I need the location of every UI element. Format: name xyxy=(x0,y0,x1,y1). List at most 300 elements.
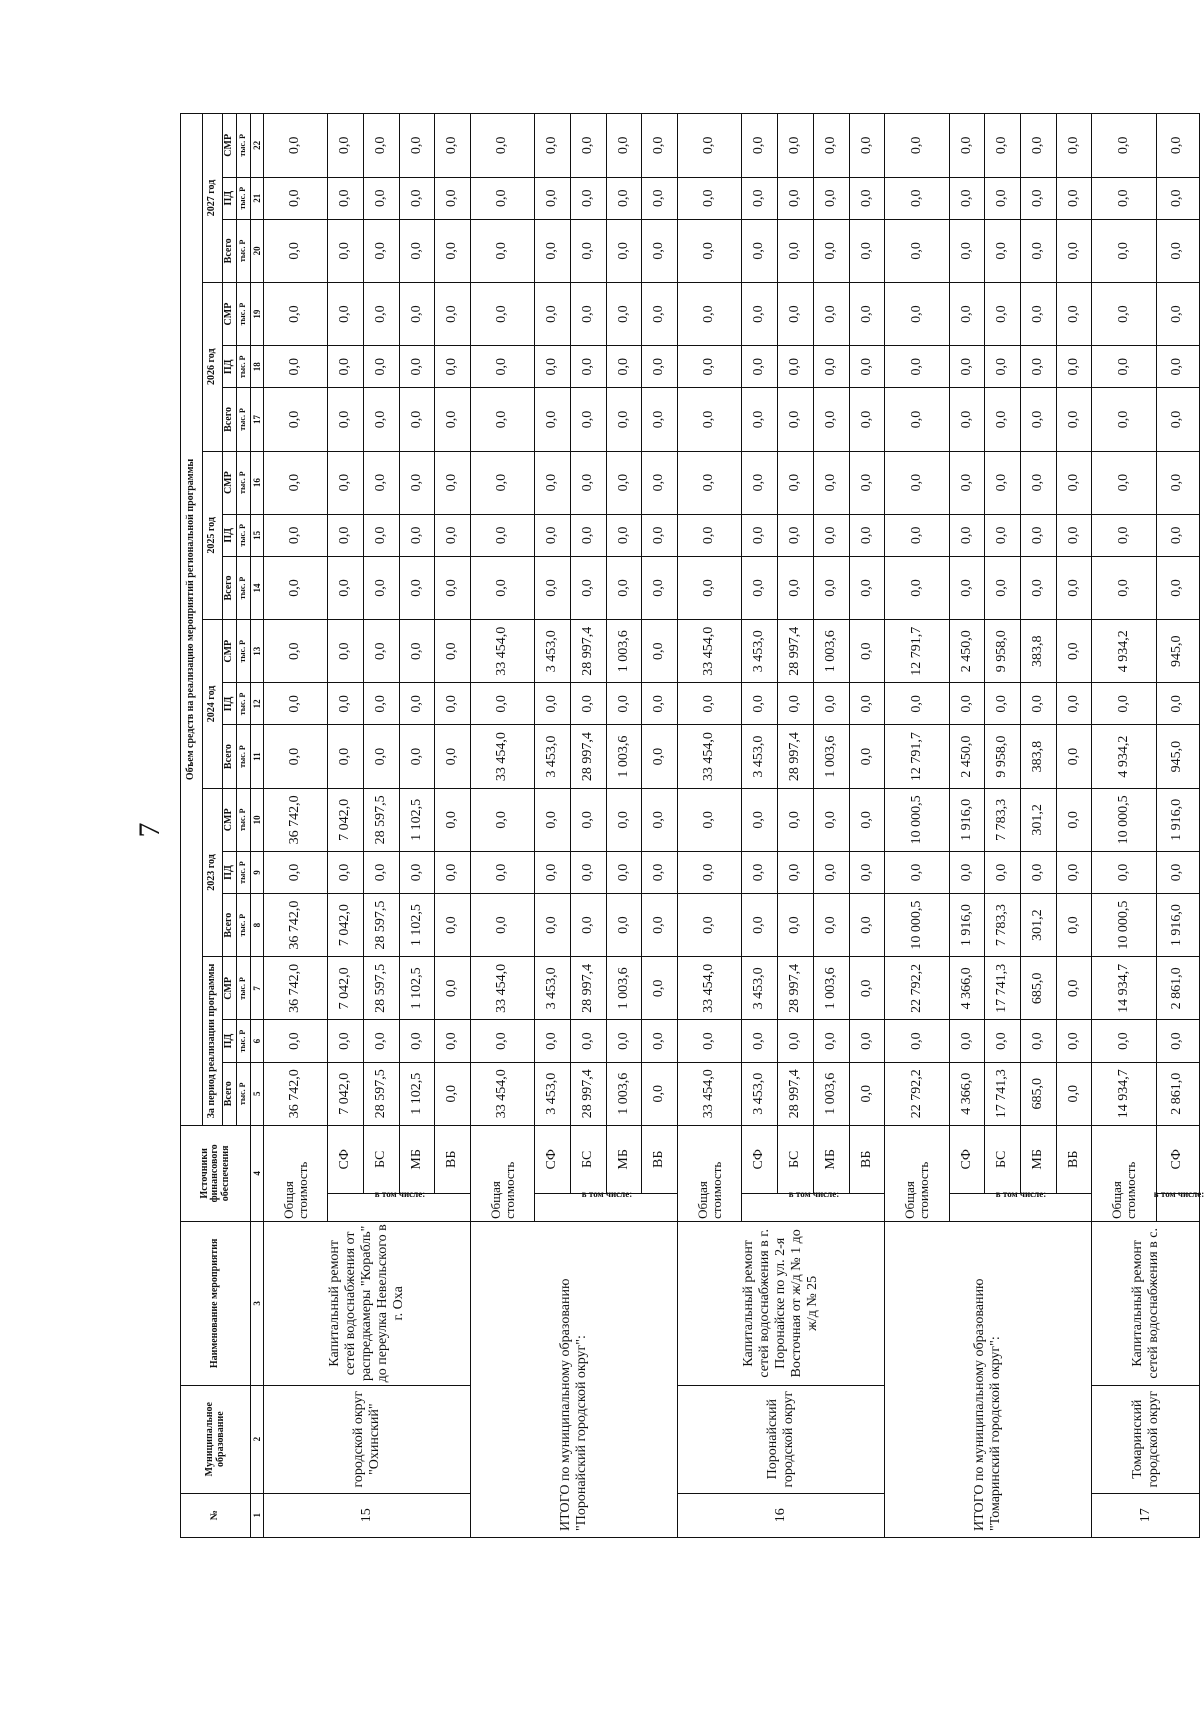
value-cell: 0,0 xyxy=(435,514,471,556)
value-cell: 0,0 xyxy=(364,346,400,388)
value-cell: 0,0 xyxy=(813,894,849,957)
value-cell: 0,0 xyxy=(471,114,535,178)
source-code: ВБ xyxy=(435,1125,471,1193)
value-cell: 0,0 xyxy=(328,219,364,282)
source-code: ВБ xyxy=(849,1125,885,1193)
value-cell: 0,0 xyxy=(885,1020,949,1062)
value-cell: 0,0 xyxy=(813,346,849,388)
header-unit: тыс. Р xyxy=(237,1020,251,1062)
value-cell: 0,0 xyxy=(571,219,607,282)
value-cell: 0,0 xyxy=(399,346,435,388)
value-cell: 0,0 xyxy=(742,451,778,514)
value-cell: 0,0 xyxy=(849,219,885,282)
column-number: 10 xyxy=(251,788,264,851)
value-cell: 0,0 xyxy=(328,620,364,683)
value-cell: 0,0 xyxy=(264,851,328,893)
value-cell: 0,0 xyxy=(1056,282,1092,345)
value-cell: 0,0 xyxy=(885,451,949,514)
value-cell: 0,0 xyxy=(606,556,642,619)
in-that-number-text: в том числе: xyxy=(1153,1188,1204,1199)
value-cell: 0,0 xyxy=(642,219,678,282)
column-number: 16 xyxy=(251,451,264,514)
value-cell: 0,0 xyxy=(949,219,985,282)
value-cell: 0,0 xyxy=(435,282,471,345)
value-cell: 3 453,0 xyxy=(742,957,778,1020)
value-cell: 0,0 xyxy=(328,177,364,219)
value-cell: 0,0 xyxy=(606,388,642,451)
value-cell: 0,0 xyxy=(364,114,400,178)
value-cell: 33 454,0 xyxy=(471,620,535,683)
value-cell: 0,0 xyxy=(264,725,328,788)
value-cell: 0,0 xyxy=(535,514,571,556)
value-cell: 0,0 xyxy=(949,514,985,556)
value-cell: 0,0 xyxy=(813,1020,849,1062)
in-that-number-text: в том числе: xyxy=(374,1188,426,1199)
value-cell: 1 003,6 xyxy=(606,957,642,1020)
value-cell: 3 453,0 xyxy=(742,620,778,683)
value-cell: 0,0 xyxy=(849,725,885,788)
value-cell: 0,0 xyxy=(778,514,814,556)
value-cell: 0,0 xyxy=(435,388,471,451)
source-code: БС xyxy=(985,1125,1021,1193)
value-cell: 0,0 xyxy=(849,957,885,1020)
value-cell: 0,0 xyxy=(1092,451,1156,514)
value-cell: 0,0 xyxy=(849,514,885,556)
value-cell: 0,0 xyxy=(1156,219,1199,282)
source-total-cost: Общая стоимость xyxy=(471,1125,535,1221)
in-that-number-label xyxy=(328,1188,471,1221)
column-number: 7 xyxy=(251,957,264,1020)
value-cell: 0,0 xyxy=(1056,851,1092,893)
value-cell: 0,0 xyxy=(849,1020,885,1062)
value-cell: 0,0 xyxy=(642,114,678,178)
value-cell: 301,2 xyxy=(1020,788,1056,851)
value-cell: 0,0 xyxy=(678,514,742,556)
row-number: 16 xyxy=(678,1493,885,1537)
value-cell: 0,0 xyxy=(328,556,364,619)
value-cell: 0,0 xyxy=(435,556,471,619)
header-sublabel: Всего xyxy=(223,388,237,451)
value-cell: 0,0 xyxy=(985,177,1021,219)
value-cell: 0,0 xyxy=(813,388,849,451)
value-cell: 0,0 xyxy=(849,451,885,514)
value-cell: 28 997,4 xyxy=(571,725,607,788)
value-cell: 0,0 xyxy=(399,725,435,788)
source-code: БС xyxy=(778,1125,814,1193)
value-cell: 0,0 xyxy=(813,788,849,851)
header-unit: тыс. Р xyxy=(237,683,251,725)
header-sublabel: Всего xyxy=(223,725,237,788)
header-sublabel: СМР xyxy=(223,282,237,345)
value-cell: 0,0 xyxy=(571,282,607,345)
value-cell: 0,0 xyxy=(642,620,678,683)
value-cell: 0,0 xyxy=(435,957,471,1020)
value-cell: 0,0 xyxy=(742,894,778,957)
value-cell: 1 003,6 xyxy=(606,620,642,683)
value-cell: 0,0 xyxy=(742,282,778,345)
header-year-2023: 2023 год xyxy=(203,788,223,957)
value-cell: 0,0 xyxy=(1020,219,1056,282)
column-number: 6 xyxy=(251,1020,264,1062)
value-cell: 33 454,0 xyxy=(678,725,742,788)
value-cell: 0,0 xyxy=(471,282,535,345)
value-cell: 0,0 xyxy=(849,788,885,851)
value-cell: 0,0 xyxy=(1156,451,1199,514)
header-year-2027: 2027 год xyxy=(203,114,223,283)
source-code: МБ xyxy=(606,1125,642,1193)
value-cell: 10 000,5 xyxy=(885,894,949,957)
header-sublabel: ПД xyxy=(223,177,237,219)
value-cell: 0,0 xyxy=(571,114,607,178)
value-cell: 0,0 xyxy=(813,177,849,219)
value-cell: 0,0 xyxy=(606,282,642,345)
value-cell: 0,0 xyxy=(535,451,571,514)
value-cell: 0,0 xyxy=(399,177,435,219)
value-cell: 0,0 xyxy=(364,556,400,619)
header-year-2024: 2024 год xyxy=(203,620,223,789)
value-cell: 1 003,6 xyxy=(813,957,849,1020)
value-cell: 0,0 xyxy=(399,282,435,345)
value-cell: 2 450,0 xyxy=(949,725,985,788)
value-cell: 0,0 xyxy=(328,851,364,893)
header-unit: тыс. Р xyxy=(237,620,251,683)
value-cell: 0,0 xyxy=(1056,1062,1092,1125)
value-cell: 0,0 xyxy=(1156,177,1199,219)
source-total-cost: Общая стоимость xyxy=(264,1125,328,1221)
value-cell: 0,0 xyxy=(435,451,471,514)
value-cell: 0,0 xyxy=(471,514,535,556)
value-cell: 0,0 xyxy=(435,620,471,683)
value-cell: 2 861,0 xyxy=(1156,1062,1199,1125)
value-cell: 0,0 xyxy=(742,556,778,619)
header-year-2026: 2026 год xyxy=(203,282,223,451)
value-cell: 1 916,0 xyxy=(949,788,985,851)
value-cell: 0,0 xyxy=(778,1020,814,1062)
value-cell: 0,0 xyxy=(606,514,642,556)
value-cell: 0,0 xyxy=(1020,388,1056,451)
value-cell: 1 102,5 xyxy=(399,957,435,1020)
value-cell: 0,0 xyxy=(778,388,814,451)
value-cell: 0,0 xyxy=(849,388,885,451)
source-code: МБ xyxy=(813,1125,849,1193)
value-cell: 0,0 xyxy=(642,1062,678,1125)
in-that-number-text: в том числе: xyxy=(996,1188,1047,1199)
value-cell: 0,0 xyxy=(264,346,328,388)
value-cell: 28 997,4 xyxy=(571,957,607,1020)
budget-table xyxy=(180,113,1204,1538)
value-cell: 14 934,7 xyxy=(1092,1062,1156,1125)
value-cell: 0,0 xyxy=(606,894,642,957)
value-cell: 0,0 xyxy=(642,514,678,556)
value-cell: 0,0 xyxy=(399,514,435,556)
value-cell: 0,0 xyxy=(328,451,364,514)
value-cell: 0,0 xyxy=(328,725,364,788)
value-cell: 0,0 xyxy=(949,282,985,345)
value-cell: 0,0 xyxy=(1020,1020,1056,1062)
value-cell: 0,0 xyxy=(1056,957,1092,1020)
value-cell: 0,0 xyxy=(364,1020,400,1062)
value-cell: 0,0 xyxy=(264,388,328,451)
value-cell: 0,0 xyxy=(535,388,571,451)
value-cell: 0,0 xyxy=(949,451,985,514)
header-unit: тыс. Р xyxy=(237,788,251,851)
value-cell: 0,0 xyxy=(535,556,571,619)
column-number: 8 xyxy=(251,894,264,957)
value-cell: 945,0 xyxy=(1156,725,1199,788)
value-cell: 12 791,7 xyxy=(885,725,949,788)
value-cell: 0,0 xyxy=(642,725,678,788)
event-row xyxy=(678,114,742,1538)
value-cell: 0,0 xyxy=(1056,725,1092,788)
total-row xyxy=(885,114,949,1538)
value-cell: 0,0 xyxy=(778,346,814,388)
value-cell: 0,0 xyxy=(1020,346,1056,388)
header-unit: тыс. Р xyxy=(237,851,251,893)
value-cell: 0,0 xyxy=(678,177,742,219)
value-cell: 0,0 xyxy=(678,851,742,893)
value-cell: 0,0 xyxy=(435,894,471,957)
column-number: 2 xyxy=(251,1385,264,1493)
value-cell: 0,0 xyxy=(399,219,435,282)
value-cell: 3 453,0 xyxy=(535,725,571,788)
municipality-name: Томаринский городской округ xyxy=(1092,1385,1200,1493)
value-cell: 7 042,0 xyxy=(328,957,364,1020)
value-cell: 0,0 xyxy=(606,451,642,514)
value-cell: 0,0 xyxy=(399,114,435,178)
value-cell: 0,0 xyxy=(471,851,535,893)
value-cell: 0,0 xyxy=(642,451,678,514)
value-cell: 0,0 xyxy=(1056,177,1092,219)
header-sublabel: Всего xyxy=(223,219,237,282)
column-number: 13 xyxy=(251,620,264,683)
value-cell: 17 741,3 xyxy=(985,957,1021,1020)
value-cell: 0,0 xyxy=(328,683,364,725)
value-cell: 0,0 xyxy=(1156,851,1199,893)
value-cell: 0,0 xyxy=(678,282,742,345)
value-cell: 28 997,4 xyxy=(571,1062,607,1125)
value-cell: 0,0 xyxy=(742,683,778,725)
value-cell: 0,0 xyxy=(606,683,642,725)
value-cell: 0,0 xyxy=(1020,451,1056,514)
source-code: МБ xyxy=(1020,1125,1056,1193)
value-cell: 383,8 xyxy=(1020,620,1056,683)
value-cell: 0,0 xyxy=(885,114,949,178)
value-cell: 0,0 xyxy=(1056,514,1092,556)
value-cell: 0,0 xyxy=(606,851,642,893)
value-cell: 0,0 xyxy=(328,282,364,345)
value-cell: 0,0 xyxy=(471,788,535,851)
value-cell: 1 003,6 xyxy=(813,725,849,788)
value-cell: 0,0 xyxy=(813,282,849,345)
value-cell: 1 916,0 xyxy=(1156,788,1199,851)
value-cell: 0,0 xyxy=(535,683,571,725)
value-cell: 22 792,2 xyxy=(885,957,949,1020)
value-cell: 0,0 xyxy=(742,346,778,388)
value-cell: 0,0 xyxy=(435,1020,471,1062)
source-code: СФ xyxy=(328,1125,364,1193)
column-number: 18 xyxy=(251,346,264,388)
source-total-cost: Общая стоимость xyxy=(1092,1125,1156,1221)
value-cell: 0,0 xyxy=(1056,894,1092,957)
in-that-number-label xyxy=(1153,1188,1204,1221)
value-cell: 301,2 xyxy=(1020,894,1056,957)
value-cell: 0,0 xyxy=(849,851,885,893)
value-cell: 28 997,4 xyxy=(778,957,814,1020)
value-cell: 0,0 xyxy=(606,114,642,178)
header-unit: тыс. Р xyxy=(237,556,251,619)
value-cell: 0,0 xyxy=(535,282,571,345)
value-cell: 0,0 xyxy=(571,1020,607,1062)
value-cell: 7 042,0 xyxy=(328,1062,364,1125)
value-cell: 0,0 xyxy=(642,388,678,451)
column-number: 3 xyxy=(251,1221,264,1385)
value-cell: 0,0 xyxy=(535,219,571,282)
value-cell: 0,0 xyxy=(885,282,949,345)
value-cell: 0,0 xyxy=(885,219,949,282)
event-name: Капитальный ремонт сетей водоснабжения в г. Поронайске по ул. 2-я Восточная от ж/д № 1 до ж/д № 25 xyxy=(678,1221,885,1385)
value-cell: 33 454,0 xyxy=(471,725,535,788)
in-that-number-text: в том числе: xyxy=(582,1188,633,1199)
value-cell: 0,0 xyxy=(813,114,849,178)
value-cell: 0,0 xyxy=(742,114,778,178)
value-cell: 0,0 xyxy=(985,683,1021,725)
value-cell: 0,0 xyxy=(1092,1020,1156,1062)
value-cell: 0,0 xyxy=(742,177,778,219)
source-code: СФ xyxy=(1156,1125,1199,1193)
value-cell: 0,0 xyxy=(471,1020,535,1062)
column-number: 14 xyxy=(251,556,264,619)
value-cell: 0,0 xyxy=(328,1020,364,1062)
value-cell: 3 453,0 xyxy=(535,620,571,683)
value-cell: 0,0 xyxy=(885,683,949,725)
value-cell: 0,0 xyxy=(678,1020,742,1062)
in-that-number-label xyxy=(949,1188,1092,1221)
header-sublabel: ПД xyxy=(223,683,237,725)
value-cell: 0,0 xyxy=(1020,282,1056,345)
value-cell: 0,0 xyxy=(742,851,778,893)
value-cell: 0,0 xyxy=(642,683,678,725)
value-cell: 1 003,6 xyxy=(813,620,849,683)
header-sublabel: СМР xyxy=(223,114,237,178)
value-cell: 0,0 xyxy=(435,683,471,725)
value-cell: 0,0 xyxy=(435,346,471,388)
value-cell: 0,0 xyxy=(778,451,814,514)
value-cell: 0,0 xyxy=(849,683,885,725)
value-cell: 0,0 xyxy=(399,556,435,619)
header-unit: тыс. Р xyxy=(237,1062,251,1125)
municipality-name: Поронайский городской округ xyxy=(678,1385,885,1493)
value-cell: 0,0 xyxy=(1156,346,1199,388)
value-cell: 0,0 xyxy=(1020,683,1056,725)
value-cell: 0,0 xyxy=(949,556,985,619)
value-cell: 1 916,0 xyxy=(949,894,985,957)
value-cell: 1 916,0 xyxy=(1156,894,1199,957)
value-cell: 0,0 xyxy=(535,346,571,388)
value-cell: 0,0 xyxy=(949,114,985,178)
value-cell: 0,0 xyxy=(571,788,607,851)
value-cell: 0,0 xyxy=(606,346,642,388)
value-cell: 0,0 xyxy=(399,451,435,514)
value-cell: 0,0 xyxy=(471,177,535,219)
value-cell: 0,0 xyxy=(778,894,814,957)
source-code: МБ xyxy=(399,1125,435,1193)
value-cell: 0,0 xyxy=(985,388,1021,451)
header-unit: тыс. Р xyxy=(237,957,251,1020)
header-unit: тыс. Р xyxy=(237,219,251,282)
value-cell: 0,0 xyxy=(571,683,607,725)
header-unit: тыс. Р xyxy=(237,114,251,178)
value-cell: 28 597,5 xyxy=(364,957,400,1020)
value-cell: 0,0 xyxy=(949,388,985,451)
event-name: Капитальный ремонт сетей водоснабжения в с. xyxy=(1092,1221,1200,1385)
total-label: ИТОГО по муниципальному образованию "Поронайский городской округ": xyxy=(471,1221,678,1537)
value-cell: 0,0 xyxy=(1020,851,1056,893)
value-cell: 0,0 xyxy=(642,851,678,893)
value-cell: 0,0 xyxy=(1156,114,1199,178)
header-sublabel: Всего xyxy=(223,556,237,619)
value-cell: 0,0 xyxy=(642,957,678,1020)
value-cell: 2 450,0 xyxy=(949,620,985,683)
value-cell: 0,0 xyxy=(364,725,400,788)
value-cell: 3 453,0 xyxy=(742,725,778,788)
value-cell: 0,0 xyxy=(1092,683,1156,725)
value-cell: 0,0 xyxy=(1156,388,1199,451)
value-cell: 28 997,4 xyxy=(778,1062,814,1125)
value-cell: 0,0 xyxy=(471,451,535,514)
value-cell: 10 000,5 xyxy=(885,788,949,851)
value-cell: 0,0 xyxy=(1092,177,1156,219)
value-cell: 3 453,0 xyxy=(742,1062,778,1125)
value-cell: 0,0 xyxy=(1056,788,1092,851)
in-that-number-label xyxy=(742,1188,885,1221)
value-cell: 0,0 xyxy=(678,683,742,725)
value-cell: 0,0 xyxy=(264,219,328,282)
column-number: 12 xyxy=(251,683,264,725)
value-cell: 0,0 xyxy=(364,620,400,683)
value-cell: 12 791,7 xyxy=(885,620,949,683)
value-cell: 0,0 xyxy=(364,219,400,282)
value-cell: 0,0 xyxy=(606,177,642,219)
value-cell: 0,0 xyxy=(535,1020,571,1062)
header-sublabel: СМР xyxy=(223,788,237,851)
value-cell: 945,0 xyxy=(1156,620,1199,683)
source-code: ВБ xyxy=(642,1125,678,1193)
column-number: 5 xyxy=(251,1062,264,1125)
header-source: Источники финансового обеспечения xyxy=(181,1125,251,1221)
value-cell: 36 742,0 xyxy=(264,788,328,851)
value-cell: 0,0 xyxy=(571,451,607,514)
value-cell: 0,0 xyxy=(849,282,885,345)
value-cell: 4 934,2 xyxy=(1092,620,1156,683)
value-cell: 0,0 xyxy=(328,514,364,556)
value-cell: 0,0 xyxy=(885,388,949,451)
value-cell: 0,0 xyxy=(571,388,607,451)
value-cell: 0,0 xyxy=(885,851,949,893)
value-cell: 0,0 xyxy=(471,346,535,388)
column-number: 11 xyxy=(251,725,264,788)
value-cell: 0,0 xyxy=(885,556,949,619)
value-cell: 0,0 xyxy=(1156,282,1199,345)
header-sublabel: СМР xyxy=(223,620,237,683)
value-cell: 0,0 xyxy=(1156,683,1199,725)
header-no: № xyxy=(181,1493,251,1537)
value-cell: 0,0 xyxy=(985,451,1021,514)
header-unit: тыс. Р xyxy=(237,451,251,514)
header-sublabel: ПД xyxy=(223,514,237,556)
value-cell: 0,0 xyxy=(264,514,328,556)
value-cell: 0,0 xyxy=(606,788,642,851)
value-cell: 0,0 xyxy=(1092,388,1156,451)
